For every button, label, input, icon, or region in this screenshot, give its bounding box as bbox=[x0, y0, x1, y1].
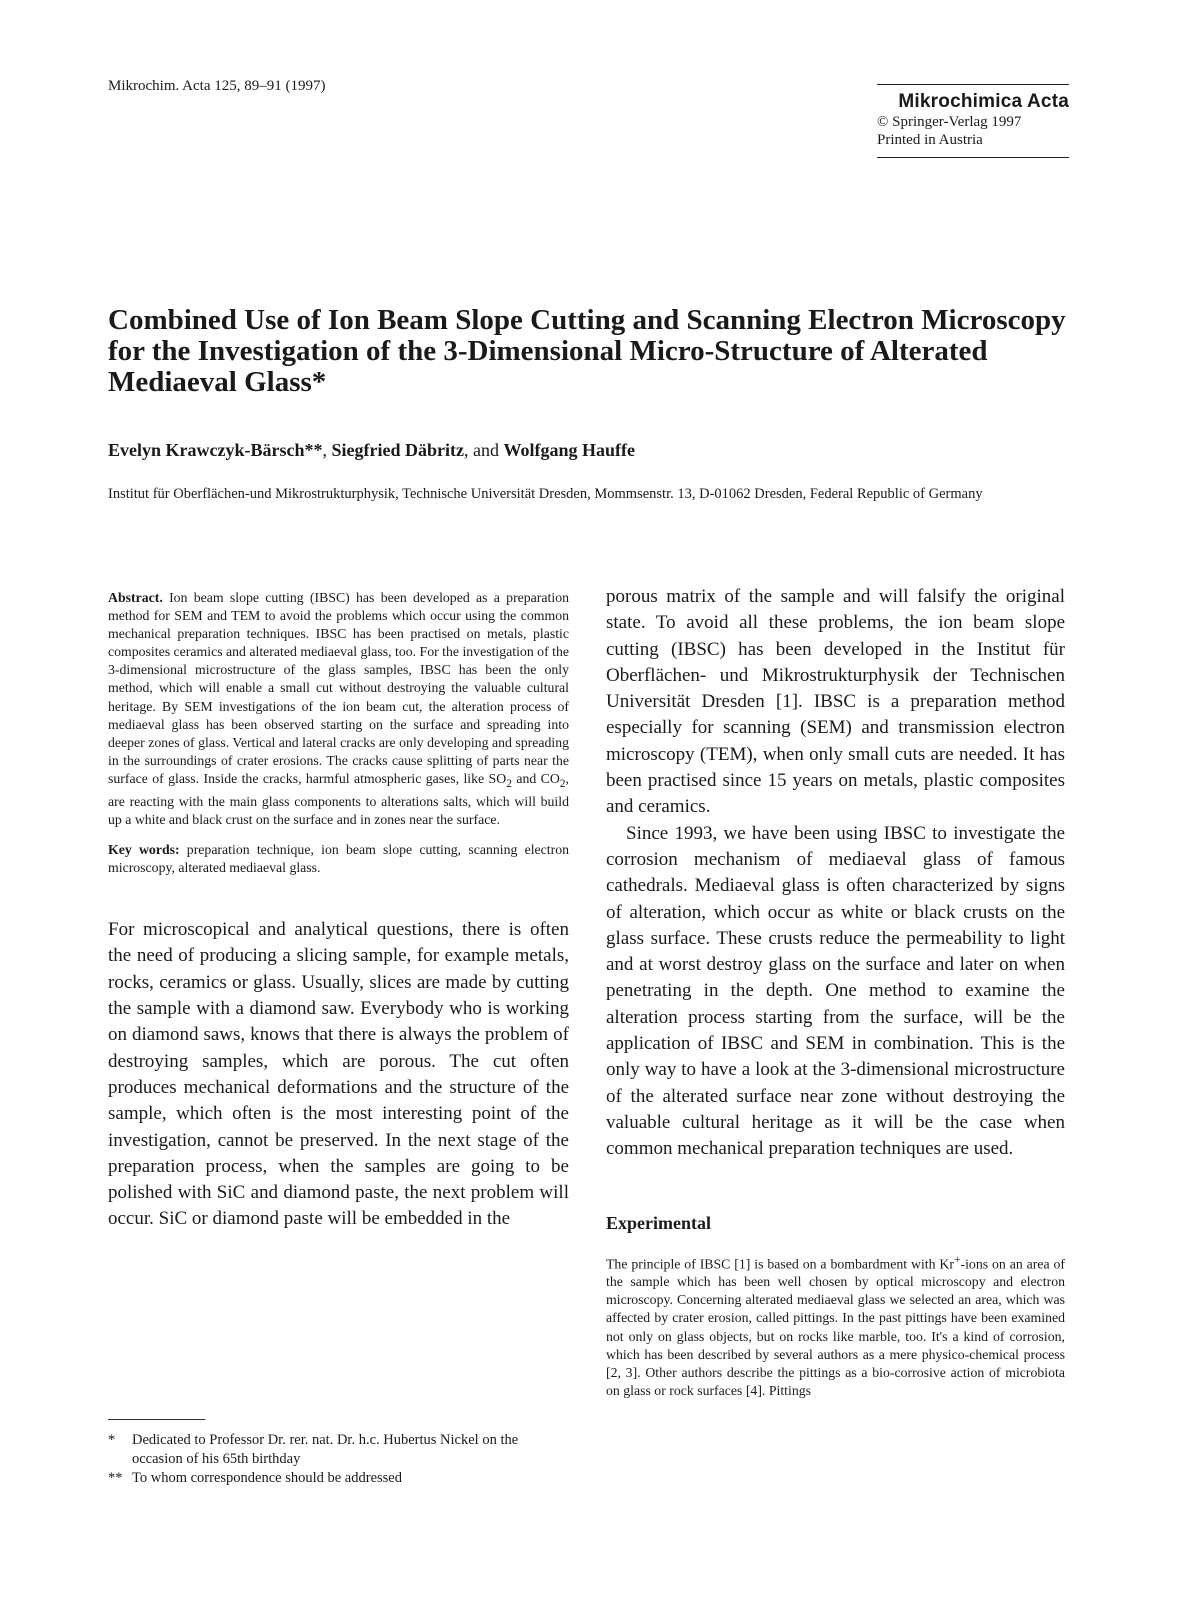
footnote bbox=[108, 1469, 569, 1488]
footnote-text: Dedicated to Professor Dr. rer. nat. Dr. h.c. Hubertus Nickel on the occasion of his 65th birthday bbox=[132, 1432, 519, 1467]
author-2: Siegfried Däbritz bbox=[331, 440, 464, 460]
intro-paragraph: For microscopical and analytical questions, there is often the need of producing a slicing sample, for example metals, rocks, ceramics or glass. Usually, slices are made by cutting the sample with a diamond saw. Everybody who is working on diamond saws, knows that there is always the problem of destroying samples, which are porous. The cut often produces mechanical deformations and the structure of the sample, which often is the most interesting point of the investigation, cannot be preserved. In the next stage of the preparation process, when the samples are going to be polished with SiC and diamond paste, the next problem will occur. SiC or diamond paste will be embedded in the bbox=[108, 919, 569, 1230]
paper-title: Combined Use of Ion Beam Slope Cutting and Scanning Electron Microscopy for the Investigation of the 3-Dimensional Micro-Structure of Alterated Mediaeval Glass* bbox=[108, 304, 1066, 398]
experimental-text: -ions on an area of the sample which has been well chosen by optical microscopy and electron microscopy. Concerning alterated mediaeval glass we selected an area, which was affected by crater erosion, called pittings. In the past pittings have been examined not only on glass objects, but on rocks like marble, too. It's a kind of corrosion, which has been described by several authors as a mere physico-chemical process [2, 3]. Other authors describe the pittings as a bio-corrosive action of microbiota on glass or rock surfaces [4]. Pittings bbox=[606, 1256, 1066, 1398]
left-column bbox=[108, 589, 569, 1233]
abstract-label: Abstract. bbox=[108, 590, 163, 605]
affiliation: Institut für Oberflächen-und Mikrostrukturphysik, Technische Universität Dresden, Mommsenstr. 13, D-01062 Dresden, Federal Republic of Germany bbox=[108, 486, 983, 502]
subscript: 2 bbox=[506, 777, 512, 790]
author-separator: , bbox=[322, 440, 332, 460]
experimental-text: The principle of IBSC [1] is based on a bombardment with Kr bbox=[606, 1256, 954, 1272]
journal-info-box bbox=[877, 84, 1069, 158]
footnote-text: To whom correspondence should be addressed bbox=[132, 1470, 402, 1486]
printed-line: Printed in Austria bbox=[877, 132, 983, 148]
abstract-text: and CO bbox=[511, 770, 560, 786]
author-1: Evelyn Krawczyk-Bärsch** bbox=[108, 440, 323, 460]
section-heading: Experimental bbox=[606, 1212, 711, 1233]
intro-paragraph: Since 1993, we have been using IBSC to investigate the corrosion mechanism of mediaeval glass of famous cathedrals. Mediaeval glass is often characterized by signs of alteration, which occur as white or black crusts on the glass surface. These crusts reduce the permeability to light and at worst destroy glass on the surface and later on when penetrating in the depth. One method to examine the alteration process starting from the surface, will be the application of IBSC and SEM in combination. This is the only way to have a look at the 3-dimensional microstructure of the alterated surface near zone without destroying the valuable cultural heritage as it will be the case when common mechanical preparation techniques are used. bbox=[606, 822, 1065, 1160]
footnotes bbox=[108, 1431, 569, 1488]
footnote bbox=[108, 1431, 569, 1469]
superscript: + bbox=[954, 1253, 961, 1266]
copyright-line: © Springer-Verlag 1997 bbox=[877, 114, 1022, 130]
footnote-mark: ** bbox=[108, 1470, 123, 1486]
footnote-mark: * bbox=[108, 1432, 116, 1448]
keywords-text: preparation technique, ion beam slope cutting, scanning electron microscopy, alterated mediaeval glass. bbox=[108, 841, 570, 876]
subscript: 2 bbox=[559, 777, 566, 790]
abstract-text: Ion beam slope cutting (IBSC) has been developed as a preparation method for SEM and TEM to avoid the problems which occur using the common mechanical preparation techniques. IBSC has been practised on metals, plastic composites ceramics and alterated mediaeval glass, too. For the investigation of the 3-dimensional microstructure of the glass samples, IBSC has been the only method, which will enable a small cut without destroying the valuable cultural heritage. By SEM investigations of the ion beam cut, the alteration process of mediaeval glass has been observed starting on the surface and spreading into deeper zones of glass. Vertical and lateral cracks are only developing and spreading in the surroundings of crater erosions. The cracks cause splitting of parts near the surface of glass. Inside the cracks, harmful atmospheric gases, like SO bbox=[108, 590, 569, 786]
keywords bbox=[108, 841, 569, 877]
author-list bbox=[108, 440, 1068, 461]
abstract-text: , are reacting with the main glass components to alterations salts, which will build up a white and black crust on the surface and in zones near the surface. bbox=[108, 770, 569, 827]
journal-citation: Mikrochim. Acta 125, 89–91 (1997) bbox=[108, 78, 326, 94]
abstract bbox=[108, 589, 569, 829]
intro-paragraph: porous matrix of the sample and will falsify the original state. To avoid all these problems, the ion beam slope cutting (IBSC) has been developed in the Institut für Oberflächen- und Mikrostrukturphysik der Technischen Universität Dresden [1]. IBSC is a preparation method especially for scanning (SEM) and transmission electron microscopy (TEM), when only small cuts are needed. It has been practised since 15 years on metals, plastic composites and ceramics. bbox=[606, 586, 1065, 818]
right-column bbox=[606, 584, 1065, 1400]
author-3: Wolfgang Hauffe bbox=[503, 440, 635, 460]
footnote-divider bbox=[108, 1419, 205, 1420]
journal-name: Mikrochimica Acta bbox=[898, 91, 1069, 112]
experimental-paragraph bbox=[606, 1251, 1065, 1400]
keywords-label: Key words: bbox=[108, 841, 180, 857]
author-separator: , and bbox=[463, 440, 504, 460]
